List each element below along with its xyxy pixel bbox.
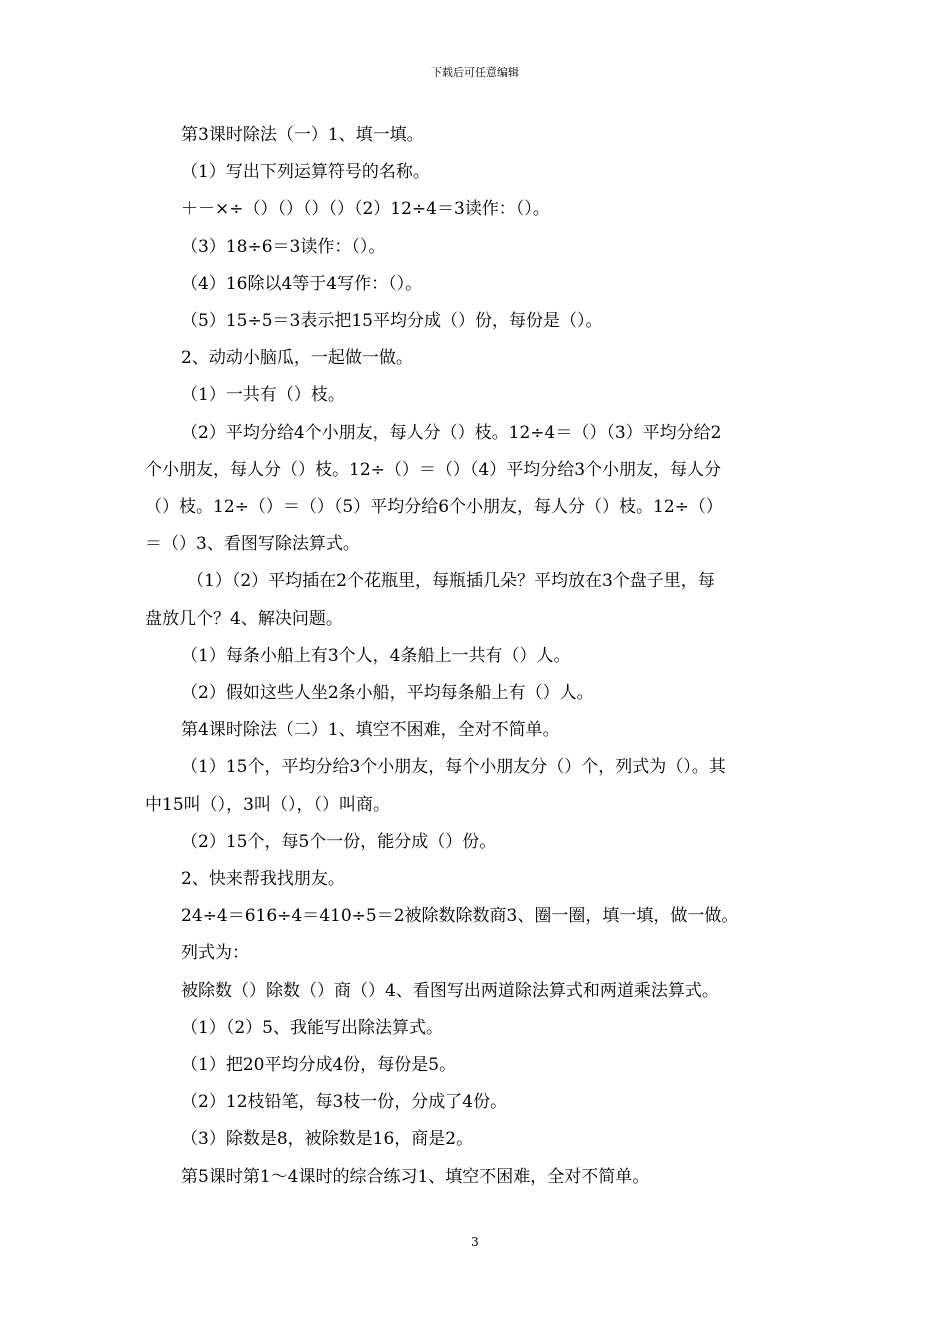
text-line: （1）（2）平均插在2个花瓶里，每瓶插几朵？平均放在3个盘子里，每 bbox=[187, 571, 715, 592]
text-line: 第3课时除法（一）1、填一填。 bbox=[181, 125, 424, 145]
text-line: 第5课时第1～4课时的综合练习1、填空不困难，全对不简单。 bbox=[181, 1166, 650, 1187]
page-header: 下载后可任意编辑 bbox=[431, 66, 519, 79]
text-line: 中15叫（），3叫（），（）叫商。 bbox=[145, 794, 390, 815]
text-line: （3）除数是8，被除数是16，商是2。 bbox=[181, 1129, 474, 1150]
text-line: （）枝。12÷（）＝（）（5）平均分给6个小朋友，每人分（）枝。12÷（） bbox=[145, 497, 723, 518]
text-line: 盘放几个？4、解决问题。 bbox=[145, 608, 343, 629]
text-line: （2）平均分给4个小朋友，每人分（）枝。12÷4＝（）（3）平均分给2 bbox=[181, 422, 722, 443]
text-line: （1）写出下列运算符号的名称。 bbox=[181, 162, 430, 183]
text-line: （2）15个，每5个一份，能分成（）份。 bbox=[181, 831, 497, 852]
text-line: （1）一共有（）枝。 bbox=[181, 385, 345, 406]
document-body bbox=[145, 117, 809, 1196]
text-line: 被除数（）除数（）商（）4、看图写出两道除法算式和两道乘法算式。 bbox=[181, 980, 719, 1001]
text-line: ＝（）3、看图写除法算式。 bbox=[145, 534, 360, 555]
text-line: （4）16除以4等于4写作：（）。 bbox=[181, 273, 423, 294]
text-line: （1）15个，平均分给3个小朋友，每个小朋友分（）个，列式为（）。其 bbox=[181, 757, 726, 778]
text-line: （1）把20平均分成4份，每份是5。 bbox=[181, 1055, 457, 1076]
text-line: 第4课时除法（二）1、填空不困难，全对不简单。 bbox=[181, 720, 560, 741]
text-line: 2、快来帮我找朋友。 bbox=[181, 869, 345, 890]
text-line: （5）15÷5＝3表示把15平均分成（）份，每份是（）。 bbox=[181, 311, 603, 332]
text-line: （1）（2）5、我能写出除法算式。 bbox=[181, 1017, 443, 1038]
page-number: 3 bbox=[471, 1235, 479, 1249]
text-line: （1）每条小船上有3个人，4条船上一共有（）人。 bbox=[181, 645, 571, 666]
text-line: （2）假如这些人坐2条小船，平均每条船上有（）人。 bbox=[181, 683, 594, 704]
text-line: （3）18÷6＝3读作：（）。 bbox=[181, 236, 386, 257]
text-line: 个小朋友，每人分（）枝。12÷（）＝（）（4）平均分给3个小朋友，每人分 bbox=[145, 459, 722, 480]
text-line: 2、动动小脑瓜，一起做一做。 bbox=[181, 348, 413, 369]
text-line: 列式为： bbox=[181, 943, 249, 964]
text-line: （2）12枝铅笔，每3枝一份，分成了4份。 bbox=[181, 1092, 508, 1113]
text-line: 24÷4＝616÷4＝410÷5＝2被除数除数商3、圈一圈，填一填，做一做。 bbox=[181, 906, 739, 927]
text-line: ＋－×÷（）（）（）（）（2）12÷4＝3读作：（）。 bbox=[181, 199, 550, 220]
